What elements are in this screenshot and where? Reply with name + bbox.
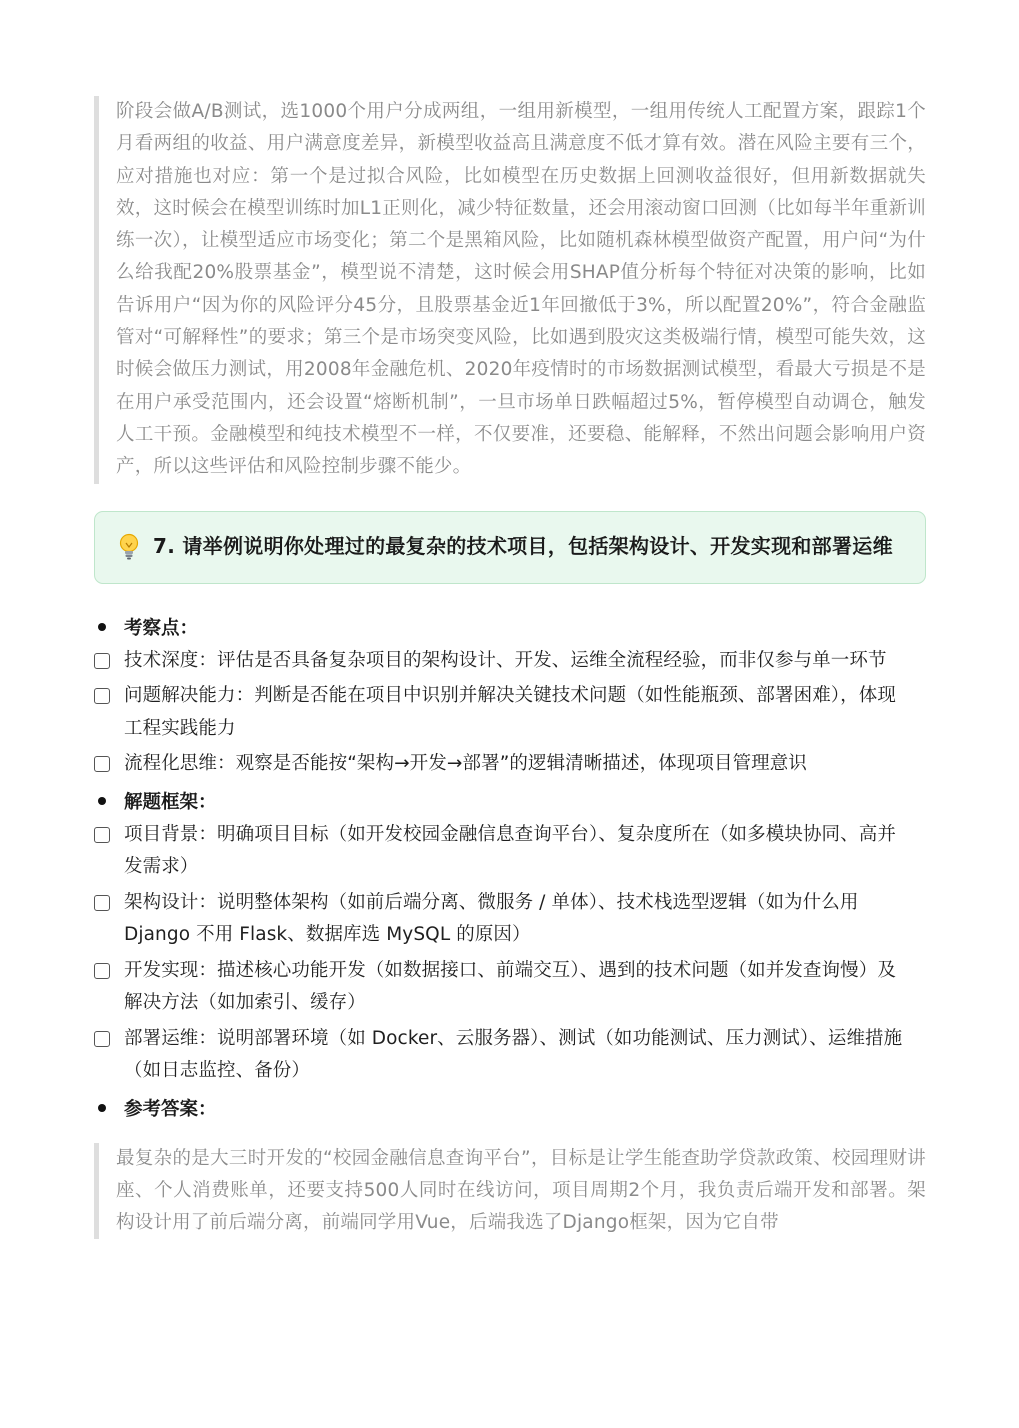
task-item — [94, 819, 926, 884]
bullet-dot — [98, 1104, 106, 1112]
blockquote-text: 阶段会做A/B测试，选1000个用户分成两组，一组用新模型，一组用传统人工配置方案，跟踪1个月看两组的收益、用户满意度差异，新模型收益高且满意度不低才算有效。潜在风险主要有三个，应对措施也对应：第一个是过拟合风险，比如模型在历史数据上回测收益很好，但用新数据就失效，这时候会在模型训练时加L1正则化，减少特征数量，还会用滚动窗口回测（比如每半年重新训练一次），让模型适应市场变化；第二个是黑箱风险，比如随机森林模型做资产配置，用户问“为什么给我配20%股票基金”，模型说不清楚，这时候会用SHAP值分析每个特征对决策的影响，比如告诉用户“因为你的风险评分45分，且股票基金近1年回撤低于3%，所以配置20%”，符合金融监管对“可解释性”的要求；第三个是市场突变风险，比如遇到股灾这类极端行情，模型可能失效，这时候会做压力测试，用2008年金融危机、2020年疫情时的市场数据测试模型，看最大亏损是不是在用户承受范围内，还会设置“熔断机制”，一旦市场单日跌幅超过5%，暂停模型自动调仓，触发人工干预。金融模型和纯技术模型不一样，不仅要准，还要稳、能解释，不然出问题会影响用户资产，所以这些评估和风险控制步骤不能少。 — [116, 101, 926, 478]
answer-label: 参考答案： — [124, 1099, 217, 1121]
answer-heading — [94, 1091, 926, 1126]
checkbox[interactable] — [94, 827, 110, 843]
answer-text: 最复杂的是大三时开发的“校园金融信息查询平台”，目标是让学生能查助学贷款政策、校园理财讲座、个人消费账单，还要支持500人同时在线访问，项目周期2个月，我负责后端开发和部署。架构设计用了前后端分离，前端同学用Vue，后端我选了Django框架，因为它自带 — [116, 1147, 926, 1234]
checkbox[interactable] — [94, 653, 110, 669]
document-page — [94, 96, 926, 1239]
kaochadian-heading — [94, 610, 926, 645]
task-item — [94, 887, 926, 952]
checkbox[interactable] — [94, 1031, 110, 1047]
task-text: 架构设计：说明整体架构（如前后端分离、微服务 / 单体）、技术栈选型逻辑（如为什么用 Django 不用 Flask、数据库选 MySQL 的原因） — [124, 891, 859, 946]
task-item — [94, 1023, 926, 1088]
kuangjia-label: 解题框架： — [124, 792, 217, 814]
kuangjia-heading — [94, 784, 926, 819]
question-callout — [94, 511, 926, 584]
task-text: 开发实现：描述核心功能开发（如数据接口、前端交互）、遇到的技术问题（如并发查询慢）及解决方法（如加索引、缓存） — [124, 959, 896, 1014]
lightbulb-icon — [117, 529, 145, 565]
kaochadian-section — [94, 610, 926, 1126]
blockquote-answer — [94, 1143, 926, 1240]
blockquote-risk-analysis — [94, 96, 926, 484]
task-text: 部署运维：说明部署环境（如 Docker、云服务器）、测试（如功能测试、压力测试）、运维措施（如日志监控、备份） — [124, 1027, 903, 1082]
checkbox[interactable] — [94, 756, 110, 772]
task-item — [94, 680, 926, 745]
question-title: 7. 请举例说明你处理过的最复杂的技术项目，包括架构设计、开发实现和部署运维 — [153, 533, 893, 558]
checkbox[interactable] — [94, 688, 110, 704]
task-text: 技术深度：评估是否具备复杂项目的架构设计、开发、运维全流程经验，而非仅参与单一环节 — [124, 649, 887, 671]
task-text: 项目背景：明确项目目标（如开发校园金融信息查询平台）、复杂度所在（如多模块协同、高并发需求） — [124, 823, 896, 878]
bullet-dot — [98, 797, 106, 805]
task-item — [94, 645, 926, 678]
task-text: 问题解决能力：判断是否能在项目中识别并解决关键技术问题（如性能瓶颈、部署困难），体现工程实践能力 — [124, 685, 896, 739]
bullet-dot — [98, 623, 106, 631]
kaochadian-label: 考察点： — [124, 618, 199, 640]
checkbox[interactable] — [94, 963, 110, 979]
checkbox[interactable] — [94, 895, 110, 911]
task-item — [94, 748, 926, 781]
task-item — [94, 955, 926, 1020]
task-text: 流程化思维：观察是否能按“架构→开发→部署”的逻辑清晰描述，体现项目管理意识 — [124, 753, 807, 775]
